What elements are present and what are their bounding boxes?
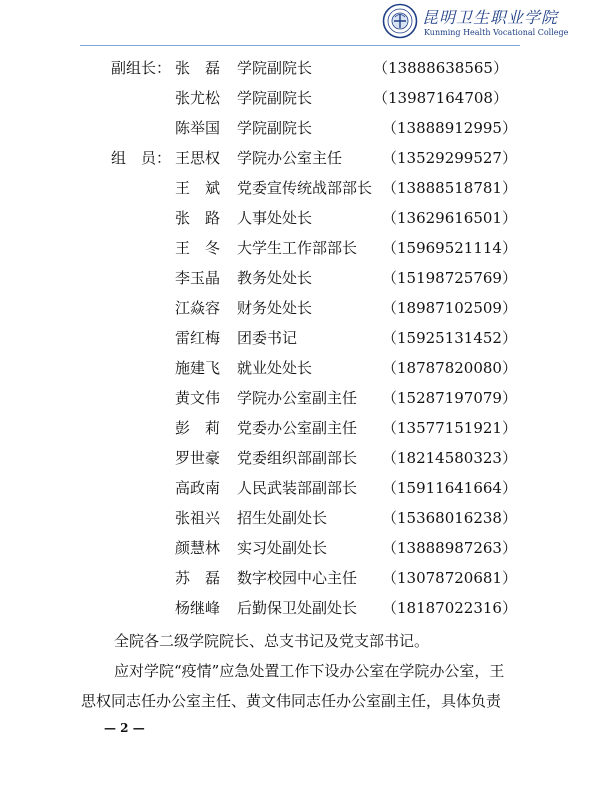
member-name: 张 路	[175, 209, 221, 227]
member-title: 团委书记	[237, 329, 298, 347]
member-title: 教务处处长	[237, 269, 313, 287]
paragraph-line: 全院各二级学院院长、总支书记及党支部书记。	[114, 632, 430, 650]
member-phone: （13888987263）	[382, 539, 517, 557]
member-row	[0, 416, 600, 440]
member-name: 王思权	[175, 149, 221, 167]
college-seal-icon	[382, 3, 418, 39]
member-row	[0, 86, 600, 110]
member-phone: （18987102509）	[382, 299, 517, 317]
member-phone: （13888638565）	[373, 59, 508, 77]
member-title: 就业处处长	[237, 359, 313, 377]
member-phone: （15368016238）	[382, 509, 517, 527]
member-name: 王 冬	[175, 239, 221, 257]
member-name: 施建飞	[175, 359, 221, 377]
member-name: 张祖兴	[175, 509, 221, 527]
member-name: 李玉晶	[175, 269, 221, 287]
member-row	[0, 296, 600, 320]
member-row	[0, 446, 600, 470]
member-phone: （13888518781）	[382, 179, 517, 197]
member-title: 党委办公室副主任	[237, 419, 358, 437]
member-phone: （15911641664）	[382, 479, 517, 497]
member-phone: （18187022316）	[382, 599, 517, 617]
member-name: 彭 莉	[175, 419, 221, 437]
member-title: 学院副院长	[237, 89, 313, 107]
member-row	[0, 356, 600, 380]
header-divider	[80, 45, 520, 46]
member-phone: （18214580323）	[382, 449, 517, 467]
member-phone: （13629616501）	[382, 209, 517, 227]
member-phone: （15287197079）	[382, 389, 517, 407]
member-name: 颜慧林	[175, 539, 221, 557]
member-name: 陈举国	[175, 119, 221, 137]
member-title: 学院办公室主任	[237, 149, 343, 167]
member-name: 高政南	[175, 479, 221, 497]
member-title: 大学生工作部部长	[237, 239, 358, 257]
member-name: 黄文伟	[175, 389, 221, 407]
member-title: 人事处处长	[237, 209, 313, 227]
member-phone: （13987164708）	[373, 89, 508, 107]
page-number: — 2 —	[104, 721, 145, 735]
member-title: 财务处处长	[237, 299, 313, 317]
page-header	[0, 0, 600, 46]
member-row	[0, 536, 600, 560]
member-phone: （15198725769）	[382, 269, 517, 287]
member-row	[0, 176, 600, 200]
member-name: 雷红梅	[175, 329, 221, 347]
member-row	[0, 506, 600, 530]
member-row	[0, 116, 600, 140]
paragraph-line: 应对学院“疫情”应急处置工作下设办公室在学院办公室，王	[114, 662, 505, 680]
member-title: 学院办公室副主任	[237, 389, 358, 407]
member-phone: （13888912995）	[382, 119, 517, 137]
member-row	[0, 236, 600, 260]
member-phone: （15925131452）	[382, 329, 517, 347]
member-row	[0, 56, 600, 80]
member-phone: （13529299527）	[382, 149, 517, 167]
member-row	[0, 206, 600, 230]
member-title: 人民武装部副部长	[237, 479, 358, 497]
member-name: 苏 磊	[175, 569, 221, 587]
member-title: 学院副院长	[237, 119, 313, 137]
member-role: 副组长：	[111, 59, 172, 77]
member-row	[0, 266, 600, 290]
member-name: 张 磊	[175, 59, 221, 77]
member-row	[0, 326, 600, 350]
school-name-cn: 昆明卫生职业学院	[422, 8, 559, 27]
member-row	[0, 386, 600, 410]
member-title: 招生处副处长	[237, 509, 328, 527]
member-name: 杨继峰	[175, 599, 221, 617]
member-phone: （18787820080）	[382, 359, 517, 377]
member-row	[0, 476, 600, 500]
member-row	[0, 596, 600, 620]
school-name-en: Kunming Health Vocational College	[424, 28, 569, 37]
member-title: 后勤保卫处副处长	[237, 599, 358, 617]
member-row	[0, 146, 600, 170]
member-phone: （13577151921）	[382, 419, 517, 437]
member-role: 组 员：	[111, 149, 172, 167]
member-title: 数字校园中心主任	[237, 569, 358, 587]
member-title: 党委组织部副部长	[237, 449, 358, 467]
member-phone: （15969521114）	[382, 239, 517, 257]
member-title: 学院副院长	[237, 59, 313, 77]
paragraph-line: 思权同志任办公室主任、黄文伟同志任办公室副主任，具体负责	[81, 692, 502, 710]
member-title: 党委宣传统战部部长	[237, 179, 373, 197]
member-name: 张尤松	[175, 89, 221, 107]
member-row	[0, 566, 600, 590]
member-title: 实习处副处长	[237, 539, 328, 557]
member-phone: （13078720681）	[382, 569, 517, 587]
member-name: 罗世豪	[175, 449, 221, 467]
member-name: 江焱容	[175, 299, 221, 317]
member-name: 王 斌	[175, 179, 221, 197]
